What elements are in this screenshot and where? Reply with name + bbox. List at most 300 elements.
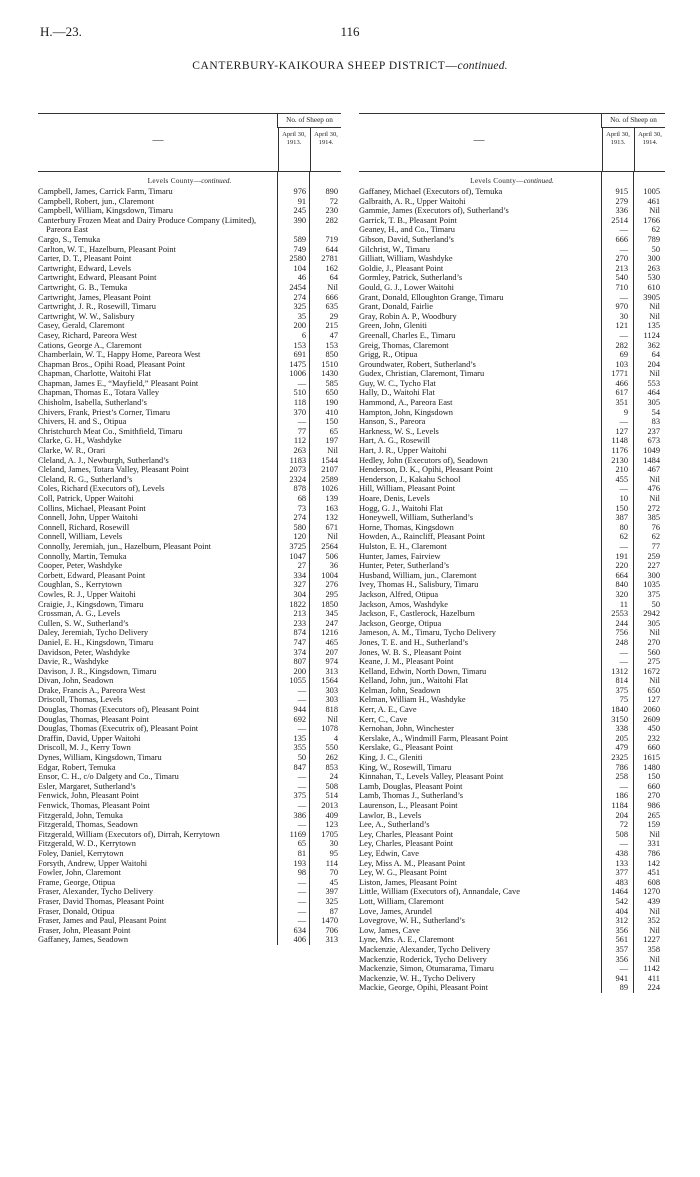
holder-name: Davie, R., Washdyke <box>38 657 109 667</box>
sheep-count-1914: 974 <box>325 657 338 667</box>
table-row <box>359 955 665 965</box>
sheep-count-1913: 356 <box>615 954 628 964</box>
holder-name: Driscoll, M. J., Kerry Town <box>38 743 131 753</box>
sheep-count-1913: 312 <box>615 916 628 926</box>
holder-name: Connell, John, Upper Waitohi <box>38 513 138 523</box>
sheep-count-1914: 644 <box>325 244 338 254</box>
year-1913-label-line2: 1913. <box>286 139 302 146</box>
sheep-count-1914: 1142 <box>643 964 660 974</box>
table-row <box>38 839 341 849</box>
sheep-count-1914: 62 <box>651 532 660 542</box>
sheep-count-1914: 706 <box>325 925 338 935</box>
sheep-count-1914: 95 <box>329 848 338 858</box>
holder-name: Geaney, H., and Co., Timaru <box>359 225 455 235</box>
sheep-count-1913: 27 <box>297 561 307 571</box>
sheep-count-1913: 840 <box>615 580 628 590</box>
holder-name: Fraser, David Thomas, Pleasant Point <box>38 896 165 906</box>
sheep-count-1914: Nil <box>649 925 660 935</box>
sheep-count-1914: 585 <box>325 378 338 388</box>
sheep-count-1913: — <box>619 964 628 974</box>
table-row <box>38 887 341 897</box>
table-row <box>359 187 665 197</box>
sheep-count-1913: 120 <box>293 532 307 542</box>
holder-name: Cooper, Peter, Washdyke <box>38 561 123 571</box>
sheep-count-1914: 2609 <box>643 714 660 724</box>
sheep-count-1913: — <box>297 877 307 887</box>
table-row <box>359 379 665 389</box>
sheep-count-1914: 4 <box>333 733 338 743</box>
table-row <box>38 791 341 801</box>
table-row <box>359 312 665 322</box>
sheep-count-1914: 45 <box>329 877 338 887</box>
table-row <box>359 552 665 562</box>
holder-name: Chamberlain, W. T., Happy Home, Pareora West <box>38 350 201 360</box>
sheep-count-1914: Nil <box>649 829 660 839</box>
holder-name: Grigg, R., Otipua <box>359 350 418 360</box>
sheep-count-1913: 2454 <box>289 282 307 292</box>
table-row <box>359 868 665 878</box>
sheep-count-1913: 483 <box>615 877 628 887</box>
holder-name: Honeywell, William, Sutherland’s <box>359 513 473 523</box>
sheep-count-1914: 1430 <box>321 369 338 379</box>
sheep-count-1914: 345 <box>325 609 338 619</box>
table-row <box>359 830 665 840</box>
sheep-count-1914: 439 <box>647 896 660 906</box>
holder-name: Lee, A., Sutherland’s <box>359 820 430 830</box>
table-row <box>38 782 341 792</box>
holder-name: Chivers, Frank, Priest’s Corner, Timaru <box>38 407 171 417</box>
table-row <box>359 216 665 226</box>
holder-name: Casey, Richard, Pareora West <box>38 330 137 340</box>
sheep-count-1914: 36 <box>329 561 338 571</box>
sheep-count-1914: 1564 <box>321 676 338 686</box>
sheep-count-1914: 1766 <box>643 215 660 225</box>
holder-name: Hart, J. R., Upper Waitohi <box>359 446 447 456</box>
holder-name: Hart, A. G., Rosewill <box>359 436 430 446</box>
table-row <box>38 638 341 648</box>
sheep-count-1914: 1005 <box>643 187 660 196</box>
table-row <box>38 648 341 658</box>
table-row <box>38 667 341 677</box>
sheep-count-1914: 232 <box>647 733 660 743</box>
holder-name: Ley, Edwin, Cave <box>359 848 419 858</box>
sheep-count-1913: 80 <box>619 522 628 532</box>
sheep-count-1914: 853 <box>325 762 338 772</box>
sheep-count-1914: 30 <box>329 839 338 849</box>
sheep-count-1914: 465 <box>325 637 338 647</box>
sheep-count-1913: 357 <box>615 944 628 954</box>
sheep-count-1913: — <box>619 647 628 657</box>
holder-name: Goldie, J., Pleasant Point <box>359 263 444 273</box>
holder-name: Cartwright, Edward, Levels <box>38 263 132 273</box>
sheep-count-1913: 258 <box>615 772 628 782</box>
holder-name: Daniel, E. H., Kingsdown, Timaru <box>38 637 154 647</box>
holder-name: Fowler, John, Claremont <box>38 868 121 878</box>
sheep-count-1914: 215 <box>325 321 338 331</box>
sheep-count-1914: 62 <box>651 225 660 235</box>
name-column-header: — <box>152 134 164 146</box>
holder-name: King, J. C., Gleniti <box>359 753 423 763</box>
sheep-count-1914: 65 <box>329 426 338 436</box>
holder-name: Clarke, W. R., Orari <box>38 446 106 456</box>
sheep-count-1914: 305 <box>647 398 660 408</box>
sheep-count-1913: 617 <box>615 388 628 398</box>
holder-name: Gaffaney, James, Seadown <box>38 935 129 945</box>
table-row <box>38 427 341 437</box>
table-row <box>38 417 341 427</box>
table-row <box>359 456 665 466</box>
name-column-header: — <box>473 134 485 146</box>
year-1914-label-line2: 1914. <box>642 139 658 146</box>
table-row <box>38 465 341 475</box>
table-row <box>38 245 341 255</box>
table-header <box>359 113 665 172</box>
sheep-count-1914: 54 <box>651 407 660 417</box>
holder-name: Jackson, Alfred, Otipua <box>359 589 439 599</box>
sheep-count-1913: 30 <box>619 311 628 321</box>
holder-name: Fenwick, John, Pleasant Point <box>38 791 139 801</box>
holder-name: Coles, Richard (Executors of), Levels <box>38 484 165 494</box>
holder-name: Jameson, A. M., Timaru, Tycho Delivery <box>359 628 496 638</box>
sheep-count-1913: 193 <box>293 858 307 868</box>
sheep-count-1914: 1227 <box>643 935 660 945</box>
sheep-count-1913: 915 <box>615 187 628 196</box>
sheep-count-1913: 11 <box>619 599 628 609</box>
sheep-count-1913: 320 <box>615 589 628 599</box>
sheep-count-1913: — <box>297 887 307 897</box>
sheep-count-1914: 2942 <box>643 609 660 619</box>
table-row <box>38 484 341 494</box>
holder-name: Kernohan, John, Winchester <box>359 724 454 734</box>
sheep-count-1914: 789 <box>647 234 660 244</box>
table-row <box>359 648 665 658</box>
sheep-count-1913: 1169 <box>289 829 307 839</box>
sheep-count-1914: Nil <box>649 628 660 638</box>
holder-name: Ley, Miss A. M., Pleasant Point <box>359 858 466 868</box>
table-row <box>38 801 341 811</box>
holder-name: Horne, Thomas, Kingsdown <box>359 522 454 532</box>
sheep-count-1913: — <box>297 685 307 695</box>
holder-name: Connell, Richard, Rosewill <box>38 522 130 532</box>
sheep-count-1914: 135 <box>647 321 660 331</box>
sheep-count-1914: Nil <box>649 676 660 686</box>
table-row <box>359 926 665 936</box>
sheep-count-1914: 635 <box>325 302 338 312</box>
table-row <box>359 523 665 533</box>
table-row <box>38 321 341 331</box>
sheep-count-1914: 64 <box>651 350 660 360</box>
holder-name: Campbell, James, Carrick Farm, Timaru <box>38 187 173 196</box>
table-row <box>38 216 341 235</box>
table-row <box>38 273 341 283</box>
sheep-count-1914: 2781 <box>321 254 338 264</box>
table-row <box>38 600 341 610</box>
table-row <box>38 628 341 638</box>
holder-name: Galbraith, A. R., Upper Waitohi <box>359 196 466 206</box>
sheep-count-1914: 375 <box>647 589 660 599</box>
sheep-count-1913: 186 <box>615 791 628 801</box>
sheep-count-1914: 313 <box>325 935 338 945</box>
table-row <box>359 600 665 610</box>
table-row <box>359 427 665 437</box>
table-row <box>359 283 665 293</box>
holder-name: Douglas, Thomas (Executrix of), Pleasant Point <box>38 724 199 734</box>
table-row <box>359 532 665 542</box>
holder-name: Connell, William, Levels <box>38 532 123 542</box>
sheep-count-1914: 275 <box>647 657 660 667</box>
sheep-count-1914: 270 <box>647 637 660 647</box>
sheep-count-1913: 62 <box>619 532 628 542</box>
table-row <box>359 974 665 984</box>
holder-name: Connolly, Jeremiah, jun., Hazelburn, Pleasant Point <box>38 541 211 551</box>
sheep-count-1913: 118 <box>293 398 307 408</box>
sheep-count-1914: 1510 <box>321 359 338 369</box>
table-row <box>38 264 341 274</box>
holder-name: Hunter, Peter, Sutherland’s <box>359 561 450 571</box>
sheep-count-1914: Nil <box>327 446 338 456</box>
section-label: Levels County— <box>147 177 202 185</box>
holder-name: Chapman, Charlotte, Waitohi Flat <box>38 369 151 379</box>
sheep-count-1914: 553 <box>647 378 660 388</box>
table-row <box>38 360 341 370</box>
left-table <box>38 113 341 945</box>
sheep-count-1914: 150 <box>325 417 338 427</box>
sheep-count-1914: Nil <box>649 311 660 321</box>
sheep-count-1913: 200 <box>293 321 307 331</box>
sheep-count-1914: 3905 <box>643 292 660 302</box>
sheep-count-1913: 466 <box>615 378 628 388</box>
sheep-count-1913: 375 <box>293 791 307 801</box>
sheep-count-1914: 1049 <box>643 446 660 456</box>
table-row <box>38 436 341 446</box>
table-row <box>38 859 341 869</box>
sheep-count-1914: 64 <box>329 273 338 283</box>
sheep-count-1914: 2107 <box>321 465 338 475</box>
holder-name: Chapman Bros., Opihi Road, Pleasant Point <box>38 359 186 369</box>
sheep-count-1913: 204 <box>615 810 628 820</box>
sheep-count-1914: 650 <box>325 388 338 398</box>
table-row <box>38 907 341 917</box>
sheep-count-1913: 786 <box>615 762 628 772</box>
table-row <box>359 695 665 705</box>
table-row <box>38 302 341 312</box>
holder-name: Kelland, John, jun., Waitohi Flat <box>359 676 468 686</box>
holder-name: Harkness, W. S., Levels <box>359 426 439 436</box>
table-row <box>359 619 665 629</box>
sheep-count-1914: 450 <box>647 724 660 734</box>
holder-name: Fraser, John, Pleasant Point <box>38 925 131 935</box>
table-row <box>359 446 665 456</box>
table-row <box>38 283 341 293</box>
holder-name: Driscoll, Thomas, Levels <box>38 695 123 705</box>
holder-name: Kerr, C., Cave <box>359 714 408 724</box>
table-row <box>359 705 665 715</box>
sheep-count-1913: 666 <box>615 234 628 244</box>
sheep-count-1914: 303 <box>325 695 338 705</box>
sheep-count-1913: 35 <box>297 311 307 321</box>
sheep-count-1914: 303 <box>325 685 338 695</box>
sheep-count-1914: 77 <box>651 541 660 551</box>
sheep-count-1913: 274 <box>293 292 307 302</box>
sheep-count-1913: — <box>297 916 307 926</box>
holder-name: Clarke, G. H., Washdyke <box>38 436 122 446</box>
holder-name: Lyne, Mrs. A. E., Claremont <box>359 935 455 945</box>
sheep-count-1914: 411 <box>647 973 660 983</box>
table-row <box>38 456 341 466</box>
table-row <box>38 657 341 667</box>
sheep-count-1913: 91 <box>297 196 307 206</box>
table-row <box>359 398 665 408</box>
sheep-count-1913: 98 <box>297 868 307 878</box>
sheep-count-1914: 1850 <box>321 599 338 609</box>
table-row <box>38 820 341 830</box>
holder-name: Cleland, A. J., Newburgh, Sutherland’s <box>38 455 169 465</box>
table-row <box>359 935 665 945</box>
sheep-count-1913: 374 <box>293 647 307 657</box>
sheep-count-1913: — <box>619 417 628 427</box>
table-row <box>38 341 341 351</box>
sheep-count-1913: 327 <box>293 580 307 590</box>
table-row <box>38 408 341 418</box>
sheep-count-1913: — <box>297 781 307 791</box>
sheep-count-1913: 304 <box>293 589 307 599</box>
sheep-count-1914: 410 <box>325 407 338 417</box>
sheep-count-1914: 890 <box>325 187 338 196</box>
sheep-count-1913: 248 <box>615 637 628 647</box>
sheep-count-1914: 666 <box>325 292 338 302</box>
section-heading <box>38 175 341 187</box>
holder-name: Chivers, H. and S., Otipua <box>38 417 127 427</box>
table-row <box>38 743 341 753</box>
sheep-count-1913: 2325 <box>611 753 628 763</box>
holder-name: Divan, John, Seadown <box>38 676 114 686</box>
document-reference: H.—23. <box>40 24 82 39</box>
sheep-count-1914: 550 <box>325 743 338 753</box>
year-1913-label-line1: April 30, <box>606 131 630 138</box>
holder-name: Green, John, Gleniti <box>359 321 427 331</box>
sheep-count-1914: Nil <box>327 714 338 724</box>
holder-name: Jones, W. B. S., Pleasant Point <box>359 647 462 657</box>
holder-name: Fitzgerald, John, Temuka <box>38 810 123 820</box>
table-row <box>38 197 341 207</box>
table-row <box>359 273 665 283</box>
sheep-count-1914: 282 <box>325 215 338 225</box>
sheep-count-1913: — <box>297 417 307 427</box>
sheep-count-1913: 1475 <box>289 359 307 369</box>
sheep-count-1914: 1544 <box>321 455 338 465</box>
holder-name: Casey, Gerald, Claremont <box>38 321 125 331</box>
table-row <box>359 197 665 207</box>
sheep-count-1913: 375 <box>615 685 628 695</box>
sheep-count-1914: Nil <box>649 369 660 379</box>
table-row <box>359 475 665 485</box>
sheep-count-1913: 355 <box>293 743 307 753</box>
holder-name: Hill, William, Pleasant Point <box>359 484 456 494</box>
table-row <box>359 945 665 955</box>
sheep-count-1913: 150 <box>615 503 628 513</box>
table-row <box>38 590 341 600</box>
sheep-count-1913: 2514 <box>611 215 628 225</box>
table-row <box>38 350 341 360</box>
sheep-count-1914: 50 <box>651 599 660 609</box>
sheep-count-1913: 941 <box>615 973 628 983</box>
sheep-count-1913: 205 <box>615 733 628 743</box>
table-row <box>359 245 665 255</box>
sheep-count-1913: 1047 <box>289 551 307 561</box>
holder-name: Fraser, James and Paul, Pleasant Point <box>38 916 167 926</box>
sheep-count-1914: 159 <box>647 820 660 830</box>
table-row <box>38 868 341 878</box>
sheep-count-1913: 200 <box>293 666 307 676</box>
holder-name: Carter, D. T., Pleasant Point <box>38 254 132 264</box>
holder-name: Connolly, Martin, Temuka <box>38 551 127 561</box>
sheep-count-1913: 1176 <box>611 446 628 456</box>
sheep-count-1913: 377 <box>615 868 628 878</box>
table-row <box>359 302 665 312</box>
sheep-count-1913: 65 <box>297 839 307 849</box>
table-row <box>38 830 341 840</box>
sheep-count-1914: 247 <box>325 618 338 628</box>
holder-name: Mackie, George, Opihi, Pleasant Point <box>359 983 488 993</box>
table-row <box>38 388 341 398</box>
sheep-count-1913: 370 <box>293 407 307 417</box>
holder-name: Gilchrist, W., Timaru <box>359 244 430 254</box>
holder-name: Hammond, A., Pareora East <box>359 398 453 408</box>
sheep-count-1914: 530 <box>647 273 660 283</box>
sheep-count-1914: 1078 <box>321 724 338 734</box>
sheep-count-1913: 135 <box>293 733 307 743</box>
sheep-count-1913: 104 <box>293 263 307 273</box>
holder-name: Douglas, Thomas (Executors of), Pleasant Point <box>38 705 200 715</box>
table-row <box>38 926 341 936</box>
table-row <box>359 254 665 264</box>
table-row <box>359 484 665 494</box>
sheep-count-1913: 508 <box>615 829 628 839</box>
table-row <box>38 686 341 696</box>
holder-name: Carlton, W. T., Hazelburn, Pleasant Point <box>38 244 176 254</box>
table-row <box>38 552 341 562</box>
sheep-count-1914: Nil <box>327 282 338 292</box>
holder-name: Liston, James, Pleasant Point <box>359 877 457 887</box>
table-row <box>359 638 665 648</box>
holder-name: Drake, Francis A., Pareora West <box>38 685 146 695</box>
holder-name: Fraser, Alexander, Tycho Delivery <box>38 887 154 897</box>
holder-name: Gilliatt, William, Washdyke <box>359 254 453 264</box>
table-row <box>38 475 341 485</box>
holder-name: Gray, Robin A. P., Woodbury <box>359 311 457 321</box>
holder-name: Fraser, Donald, Otipua <box>38 906 115 916</box>
table-row <box>359 811 665 821</box>
sheep-count-1914: 50 <box>651 244 660 254</box>
sheep-count-1914: Nil <box>649 954 660 964</box>
table-row <box>359 436 665 446</box>
table-row <box>359 859 665 869</box>
table-row <box>359 667 665 677</box>
sheep-count-1914: Nil <box>649 494 660 503</box>
table-row <box>359 734 665 744</box>
sheep-count-1914: 331 <box>647 839 660 849</box>
sheep-count-1913: 220 <box>615 561 628 571</box>
sheep-count-1913: 334 <box>293 570 307 580</box>
table-row <box>359 293 665 303</box>
table-row <box>38 619 341 629</box>
table-row <box>359 331 665 341</box>
sheep-count-1913: 2130 <box>611 455 628 465</box>
holder-name: Gudex, Christian, Claremont, Timaru <box>359 369 485 379</box>
sheep-count-1914: 153 <box>325 340 338 350</box>
sheep-count-1914: 70 <box>329 868 338 878</box>
sheep-count-1913: — <box>619 781 628 791</box>
